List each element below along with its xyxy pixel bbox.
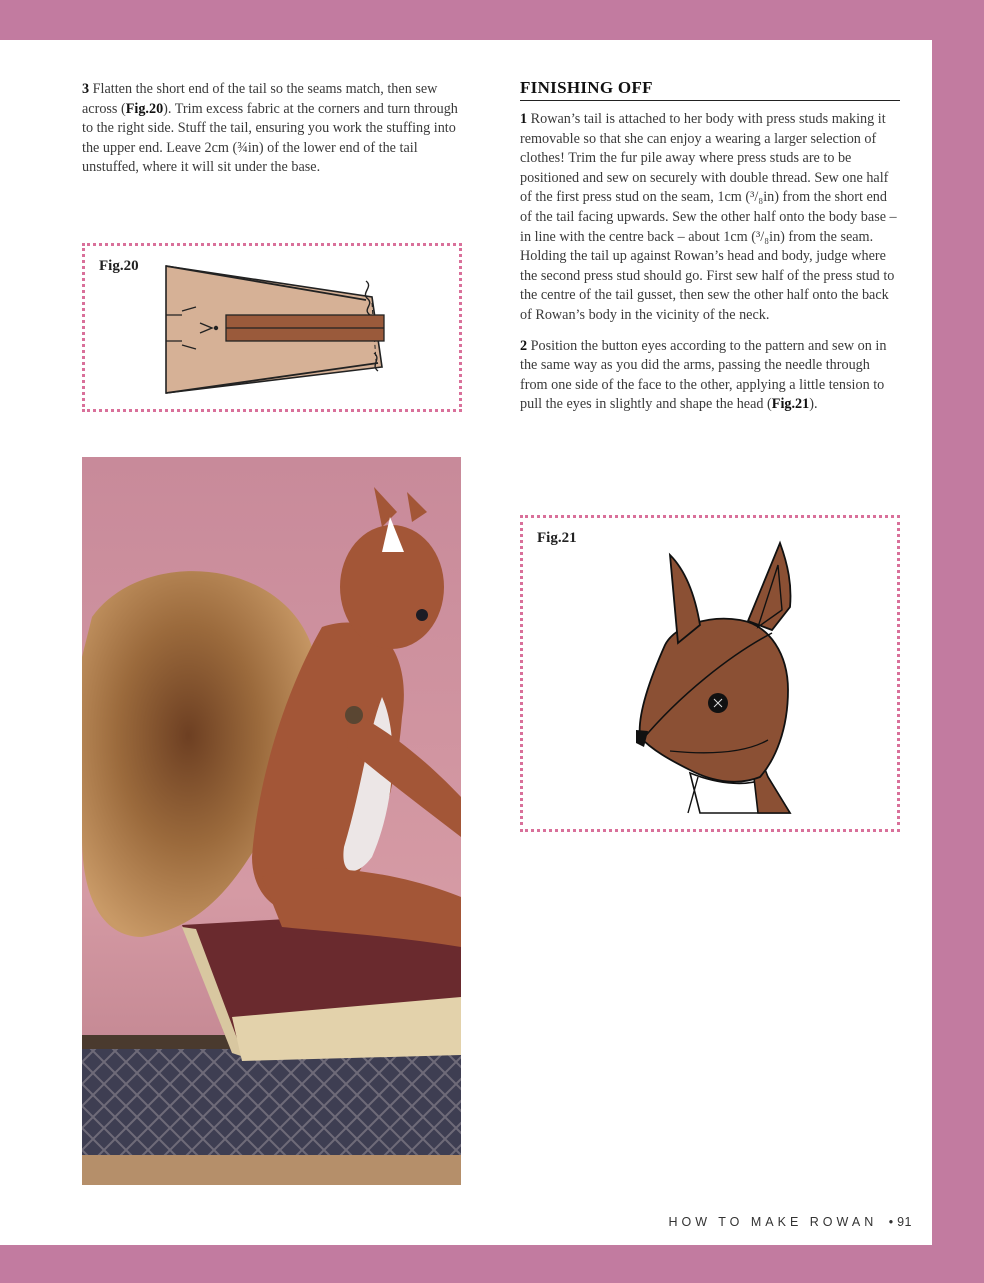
footer-title: HOW TO MAKE ROWAN bbox=[668, 1215, 878, 1229]
step-1-text: Rowan’s tail is attached to her body with press studs making it removable so that she can enjoy a wearing a larger selection of clothes! Trim the fur pile away where press studs are to be positioned and sew on securely with double thread. Sew one half of the first press stud on the seam, 1cm (³/₈in) from the short end of the tail facing upwards. Sew the other half onto the body base – in line with the centre back – about 1cm (³/₈in) from the seam. Holding the tail up against Rowan’s head and body, judge where the second press stud should go. First sew half of the press stud to the centre of the tail gusset, then sew the other half onto the back of Rowan’s body in the vicinity of the neck. bbox=[520, 111, 897, 323]
squirrel-head-diagram bbox=[520, 515, 900, 832]
step-3-text-b: ). Trim excess fabric at the corners and turn through to the right side. Stuff the tail, ensuring you work the stuffing into the upper end. Leave 2cm (¾in) of the lower end of the tail unstuffed, where it will sit under the base. bbox=[82, 100, 458, 176]
step-1-number: 1 bbox=[520, 111, 528, 127]
tail-seam-diagram bbox=[82, 243, 462, 412]
squirrel-photo bbox=[82, 457, 461, 1185]
step-2-text-a: Position the button eyes according to the pattern and sew on in the same way as you did the arms, passing the needle through from one side of the face to the other, applying a little tension to pull the eyes in slightly and shape the head ( bbox=[520, 337, 887, 413]
figure-20-label: Fig.20 bbox=[99, 258, 139, 274]
step-1-paragraph bbox=[520, 110, 900, 326]
figure-21-label: Fig.21 bbox=[537, 530, 577, 546]
step-2-fig-ref: Fig.21 bbox=[771, 396, 810, 413]
running-footer bbox=[668, 1215, 912, 1229]
page-number: 91 bbox=[897, 1215, 912, 1229]
section-heading: FINISHING OFF bbox=[520, 78, 900, 101]
right-column bbox=[520, 78, 900, 426]
step-2-number: 2 bbox=[520, 337, 528, 354]
step-2-text-b: ). bbox=[809, 396, 818, 413]
page bbox=[0, 40, 932, 1245]
step-3-paragraph bbox=[82, 80, 462, 178]
step-2-paragraph bbox=[520, 337, 900, 415]
left-column bbox=[82, 80, 462, 189]
step-3-text-a: Flatten the short end of the tail so the seams match, then sew across ( bbox=[82, 81, 438, 117]
step-3-number: 3 bbox=[82, 81, 90, 97]
figure-20 bbox=[82, 243, 462, 412]
figure-21 bbox=[520, 515, 900, 832]
step-3-fig-ref: Fig.20 bbox=[125, 100, 164, 117]
footer-separator: • bbox=[888, 1215, 894, 1229]
